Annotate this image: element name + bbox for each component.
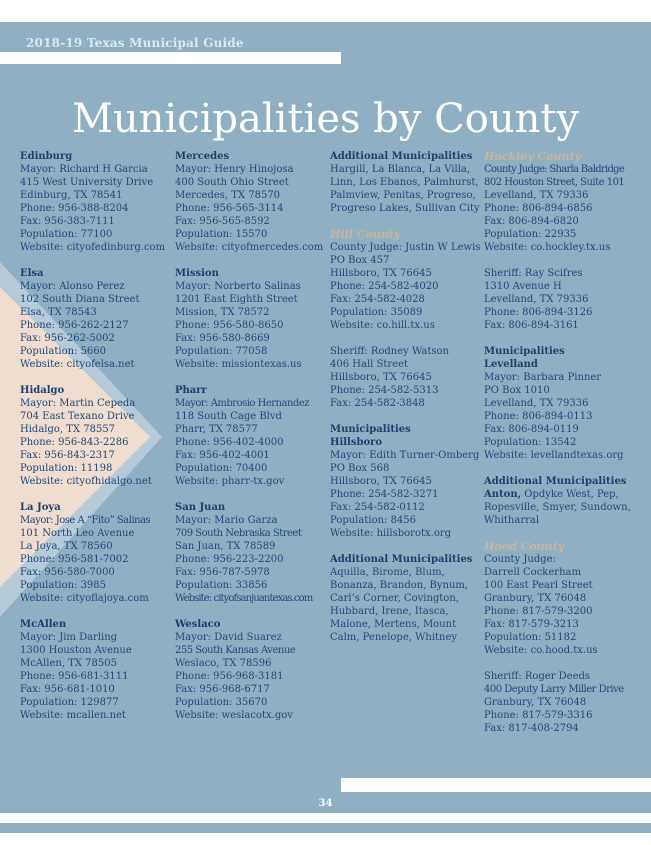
county-hockley [484, 150, 644, 254]
fax: Fax: 956-565-8592 [175, 216, 270, 227]
website: Website: hillsborotx.org [330, 528, 452, 539]
sheriff-hockley [484, 267, 644, 332]
population: Population: 13542 [484, 437, 577, 448]
population: Population: 5660 [20, 346, 107, 357]
population: Population: 3985 [20, 580, 107, 591]
address: 1201 East Eighth Street [175, 294, 298, 305]
population: Population: 77058 [175, 346, 268, 357]
population: Population: 129877 [20, 697, 119, 708]
page-title: Municipalities by County [71, 96, 580, 142]
section-heading: Municipalities [484, 346, 565, 357]
phone: Phone: 956-580-8650 [175, 320, 284, 331]
phone: Phone: 956-262-2127 [20, 320, 129, 331]
fax: Fax: 956-968-6717 [175, 684, 270, 695]
city-state-zip: Levelland, TX 79336 [484, 190, 589, 201]
phone: Phone: 956-843-2286 [20, 437, 129, 448]
website: Website: cityofhidalgo.net [20, 476, 152, 487]
column-1 [20, 150, 170, 735]
population: Population: 51182 [484, 632, 577, 643]
address: PO Box 457 [330, 255, 390, 266]
city-name: Hillsboro [330, 437, 383, 448]
population: Population: 35089 [330, 307, 423, 318]
additional-municipalities-list: Hargill, La Blanca, La Villa, Linn, Los Ebanos, Palmhurst, Palmview, Penitas, Progreso, Progreso Lakes, Sullivan City [330, 164, 480, 214]
population: Population: 33856 [175, 580, 268, 591]
fax: Fax: 956-681-1010 [20, 684, 115, 695]
mayor: Mayor: Norberto Salinas [175, 281, 301, 292]
mayor: Mayor: Jim Darling [20, 632, 118, 643]
website: Website: co.hill.tx.us [330, 320, 435, 331]
phone: Phone: 254-582-4020 [330, 281, 439, 292]
county-judge: County Judge: [484, 554, 556, 565]
sheriff-hood [484, 670, 644, 735]
city-state-zip: La Joya, TX 78560 [20, 541, 113, 552]
phone: Phone: 254-582-5313 [330, 385, 439, 396]
fax: Fax: 956-787-5978 [175, 567, 270, 578]
address: 400 Deputy Larry Miller Drive [484, 684, 624, 695]
municipalities-hill [330, 423, 480, 540]
fax: Fax: 956-383-7111 [20, 216, 115, 227]
city-state-zip: McAllen, TX 78505 [20, 658, 117, 669]
city-entry-pharr [175, 384, 327, 488]
column-4 [484, 150, 644, 748]
city-name: Mercedes [175, 151, 230, 162]
city-name: Elsa [20, 268, 44, 279]
city-entry-edinburg [20, 150, 170, 254]
website: Website: levellandtexas.org [484, 450, 624, 461]
fax: Fax: 956-262-5002 [20, 333, 115, 344]
sheriff-hill [330, 345, 480, 410]
fax: Fax: 817-408-2794 [484, 723, 579, 734]
website: Website: cityofelsa.net [20, 359, 135, 370]
address: 100 East Pearl Street [484, 580, 593, 591]
section-heading: Municipalities [330, 424, 411, 435]
phone: Phone: 956-402-4000 [175, 437, 284, 448]
address: 406 Hall Street [330, 359, 409, 370]
mayor: Mayor: Ambrosio Hernandez [175, 398, 309, 409]
website: Website: cityofmercedes.com [175, 242, 324, 253]
city-name: Edinburg [20, 151, 73, 162]
county-hood [484, 540, 644, 657]
address: 101 North Leo Avenue [20, 528, 135, 539]
county-name: Hill County [330, 228, 401, 241]
city-state-zip: Levelland, TX 79336 [484, 398, 589, 409]
website: Website: mcallen.net [20, 710, 126, 721]
phone: Phone: 956-681-3111 [20, 671, 129, 682]
address: PO Box 1010 [484, 385, 550, 396]
sheriff: Sheriff: Rodney Watson [330, 346, 449, 357]
website: Website: co.hockley.tx.us [484, 242, 611, 253]
section-heading: Additional Municipalities [484, 476, 627, 487]
fax: Fax: 956-580-8669 [175, 333, 270, 344]
city-name: McAllen [20, 619, 67, 630]
municipalities-hockley [484, 345, 644, 462]
website: Website: cityofedinburg.com [20, 242, 166, 253]
county-name: Hood County [484, 540, 565, 553]
fax: Fax: 254-582-0112 [330, 502, 425, 513]
city-entry-mission [175, 267, 327, 371]
city-name: Levelland [484, 359, 538, 370]
additional-municipalities-hockley [484, 475, 644, 527]
address: 704 East Texano Drive [20, 411, 135, 422]
fax: Fax: 806-894-3161 [484, 320, 579, 331]
column-3 [330, 150, 480, 657]
bottom-blue-strip [0, 823, 651, 833]
section-heading: Additional Municipalities [330, 151, 473, 162]
mayor: Mayor: Richard H Garcia [20, 164, 148, 175]
additional-municipalities-hill [330, 553, 480, 644]
city-name: Hidalgo [20, 385, 65, 396]
city-state-zip: Pharr, TX 78577 [175, 424, 258, 435]
mayor: Mayor: Barbara Pinner [484, 372, 602, 383]
top-white-band [0, 0, 651, 16]
website: Website: weslacotx.gov [175, 710, 293, 721]
city-entry-mercedes [175, 150, 327, 254]
header-white-bar [0, 52, 341, 64]
fax: Fax: 254-582-3848 [330, 398, 425, 409]
city-state-zip: Elsa, TX 78543 [20, 307, 97, 318]
additional-municipalities-hidalgo [330, 150, 480, 215]
remaining-municipalities: Opdyke West, Pep, Ropesville, Smyer, Sundown, Whitharral [484, 489, 631, 526]
fax: Fax: 956-843-2317 [20, 450, 115, 461]
address: 118 South Cage Blvd [175, 411, 282, 422]
fax: Fax: 956-580-7000 [20, 567, 115, 578]
city-state-zip: San Juan, TX 78589 [175, 541, 276, 552]
fax: Fax: 817-579-3213 [484, 619, 579, 630]
city-state-zip: Weslaco, TX 78596 [175, 658, 272, 669]
fax: Fax: 806-894-0119 [484, 424, 579, 435]
city-entry-hidalgo [20, 384, 170, 488]
mayor: Mayor: Jose A “Fito” Salinas [20, 515, 151, 526]
city-entry-elsa [20, 267, 170, 371]
city-state-zip: Hillsboro, TX 76645 [330, 476, 432, 487]
phone: Phone: 956-581-7002 [20, 554, 129, 565]
city-name: Pharr [175, 385, 207, 396]
phone: Phone: 956-223-2200 [175, 554, 284, 565]
sheriff: Sheriff: Ray Scifres [484, 268, 583, 279]
mayor: Mayor: Martin Cepeda [20, 398, 136, 409]
additional-municipalities-list [484, 488, 644, 527]
fax: Fax: 956-402-4001 [175, 450, 270, 461]
city-state-zip: Mission, TX 78572 [175, 307, 270, 318]
address: 255 South Kansas Avenue [175, 645, 296, 656]
population: Population: 8456 [330, 515, 417, 526]
phone: Phone: 817-579-3200 [484, 606, 593, 617]
sheriff: Sheriff: Roger Deeds [484, 671, 591, 682]
city-state-zip: Hillsboro, TX 76645 [330, 268, 432, 279]
city-name: Weslaco [175, 619, 221, 630]
city-name: Mission [175, 268, 219, 279]
population: Population: 70400 [175, 463, 268, 474]
mayor: Mayor: Henry Hinojosa [175, 164, 294, 175]
city-state-zip: Mercedes, TX 78570 [175, 190, 281, 201]
address: 709 South Nebraska Street [175, 528, 302, 539]
city-state-zip: Levelland, TX 79336 [484, 294, 589, 305]
guide-title: 2018-19 Texas Municipal Guide [26, 36, 244, 50]
city-entry-san-juan [175, 501, 327, 605]
column-2 [175, 150, 327, 735]
phone: Phone: 806-894-6856 [484, 203, 593, 214]
city-state-zip: Granbury, TX 76048 [484, 593, 587, 604]
county-judge: County Judge: Sharla Baldridge [484, 164, 625, 175]
mayor: Mayor: Alonso Perez [20, 281, 125, 292]
phone: Phone: 254-582-3271 [330, 489, 439, 500]
phone: Phone: 806-894-3126 [484, 307, 593, 318]
city-entry-weslaco [175, 618, 327, 722]
footer-white-bar [341, 778, 651, 792]
first-municipality: Anton, [484, 489, 522, 500]
city-name: La Joya [20, 502, 61, 513]
population: Population: 22935 [484, 229, 577, 240]
website: Website: co.hood.tx.us [484, 645, 598, 656]
city-name: San Juan [175, 502, 226, 513]
mayor: Mayor: Mario Garza [175, 515, 278, 526]
website: Website: cityofsanjuantexas.com [175, 593, 313, 604]
additional-municipalities-list: Aquilla, Birome, Blum, Bonanza, Brandon, Bynum, Carl’s Corner, Covington, Hubbard, Irene, Itasca, Malone, Mertens, Mount Calm, Penelope, Whitney [330, 567, 469, 643]
section-heading: Additional Municipalities [330, 554, 473, 565]
address: 1300 Houston Avenue [20, 645, 132, 656]
city-state-zip: Hidalgo, TX 78557 [20, 424, 116, 435]
population: Population: 11198 [20, 463, 113, 474]
phone: Phone: 956-968-3181 [175, 671, 284, 682]
website: Website: pharr-tx.gov [175, 476, 285, 487]
city-state-zip: Hillsboro, TX 76645 [330, 372, 432, 383]
population: Population: 77100 [20, 229, 113, 240]
address: 102 South Diana Street [20, 294, 140, 305]
city-state-zip: Granbury, TX 76048 [484, 697, 587, 708]
county-judge-name: Darrell Cockerham [484, 567, 581, 578]
mayor: Mayor: Edith Turner-Omberg [330, 450, 480, 461]
county-judge: County Judge: Justin W Lewis [330, 242, 481, 253]
fax: Fax: 806-894-6820 [484, 216, 579, 227]
mayor: Mayor: David Suarez [175, 632, 282, 643]
city-entry-mcallen [20, 618, 170, 722]
fax: Fax: 254-582-4028 [330, 294, 425, 305]
address: 400 South Ohio Street [175, 177, 289, 188]
page-number: 34 [318, 798, 333, 809]
city-state-zip: Edinburg, TX 78541 [20, 190, 123, 201]
county-name: Hockley County [484, 150, 582, 163]
phone: Phone: 956-388-8204 [20, 203, 129, 214]
top-blue-strip [0, 22, 651, 32]
phone: Phone: 806-894-0113 [484, 411, 593, 422]
county-hill [330, 228, 480, 332]
address: 802 Houston Street, Suite 101 [484, 177, 625, 188]
city-entry-la-joya [20, 501, 170, 605]
address: 1310 Avenue H [484, 281, 562, 292]
population: Population: 35670 [175, 697, 268, 708]
phone: Phone: 817-579-3316 [484, 710, 593, 721]
address: PO Box 568 [330, 463, 390, 474]
website: Website: cityoflajoya.com [20, 593, 149, 604]
population: Population: 15570 [175, 229, 268, 240]
phone: Phone: 956-565-3114 [175, 203, 284, 214]
address: 415 West University Drive [20, 177, 154, 188]
website: Website: missiontexas.us [175, 359, 302, 370]
